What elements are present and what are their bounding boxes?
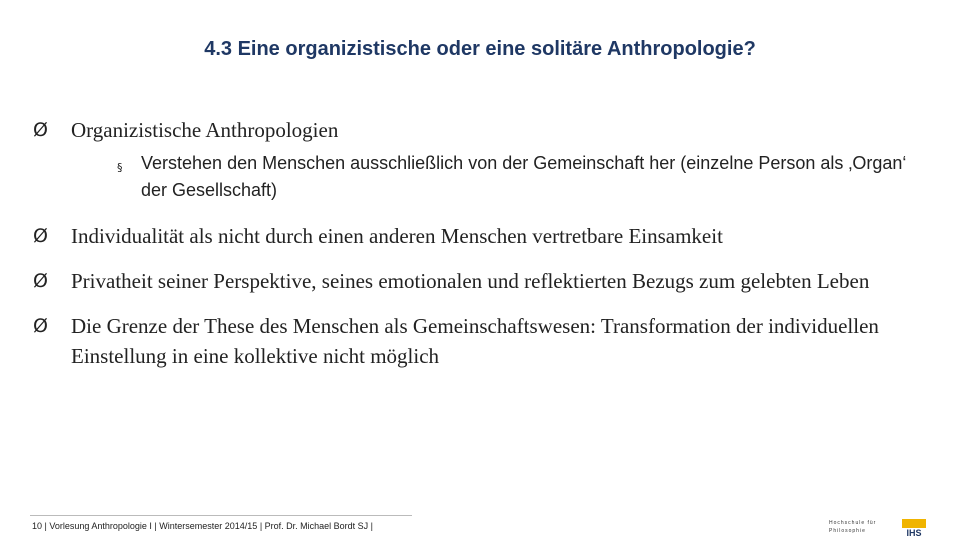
footer-text: 10 | Vorlesung Anthropologie I | Wintersemester 2014/15 | Prof. Dr. Michael Bordt SJ | xyxy=(32,521,374,531)
logo-text: IHS xyxy=(906,528,922,537)
bullet-text: Die Grenze der These des Menschen als Gemeinschaftswesen: Transformation der individuellen Einstellung in eine kollektive nicht möglich xyxy=(71,314,879,368)
sub-bullet-text: Verstehen den Menschen ausschließlich von der Gemeinschaft her (einzelne Person als ‚Organ‘ der Gesellschaft) xyxy=(141,153,907,200)
institution-name xyxy=(829,519,876,535)
logo-bar xyxy=(902,519,926,528)
sub-bullet-item xyxy=(117,150,931,204)
arrow-bullet-icon: Ø xyxy=(33,225,48,247)
square-bullet-icon: § xyxy=(117,161,123,174)
institution-line-1: Hochschule für xyxy=(829,520,877,526)
bullet-text: Organizistische Anthropologien xyxy=(71,118,339,142)
arrow-bullet-icon: Ø xyxy=(33,315,48,337)
bullet-item xyxy=(33,115,933,145)
bullet-item xyxy=(33,266,933,296)
bullet-item xyxy=(33,221,933,251)
bullet-text: Privatheit seiner Perspektive, seines emotionalen und reflektierten Bezugs zum gelebten Leben xyxy=(71,269,870,293)
bullet-item xyxy=(33,311,933,371)
slide-content xyxy=(33,115,933,371)
institution-line-2: Philosophie xyxy=(829,528,866,534)
slide-title: 4.3 Eine organizistische oder eine solitäre Anthropologie? xyxy=(204,38,756,60)
footer-divider xyxy=(30,515,412,516)
arrow-bullet-icon: Ø xyxy=(33,270,48,292)
ihs-logo xyxy=(902,519,926,537)
arrow-bullet-icon: Ø xyxy=(33,119,48,141)
bullet-text: Individualität als nicht durch einen anderen Menschen vertretbare Einsamkeit xyxy=(71,224,723,248)
